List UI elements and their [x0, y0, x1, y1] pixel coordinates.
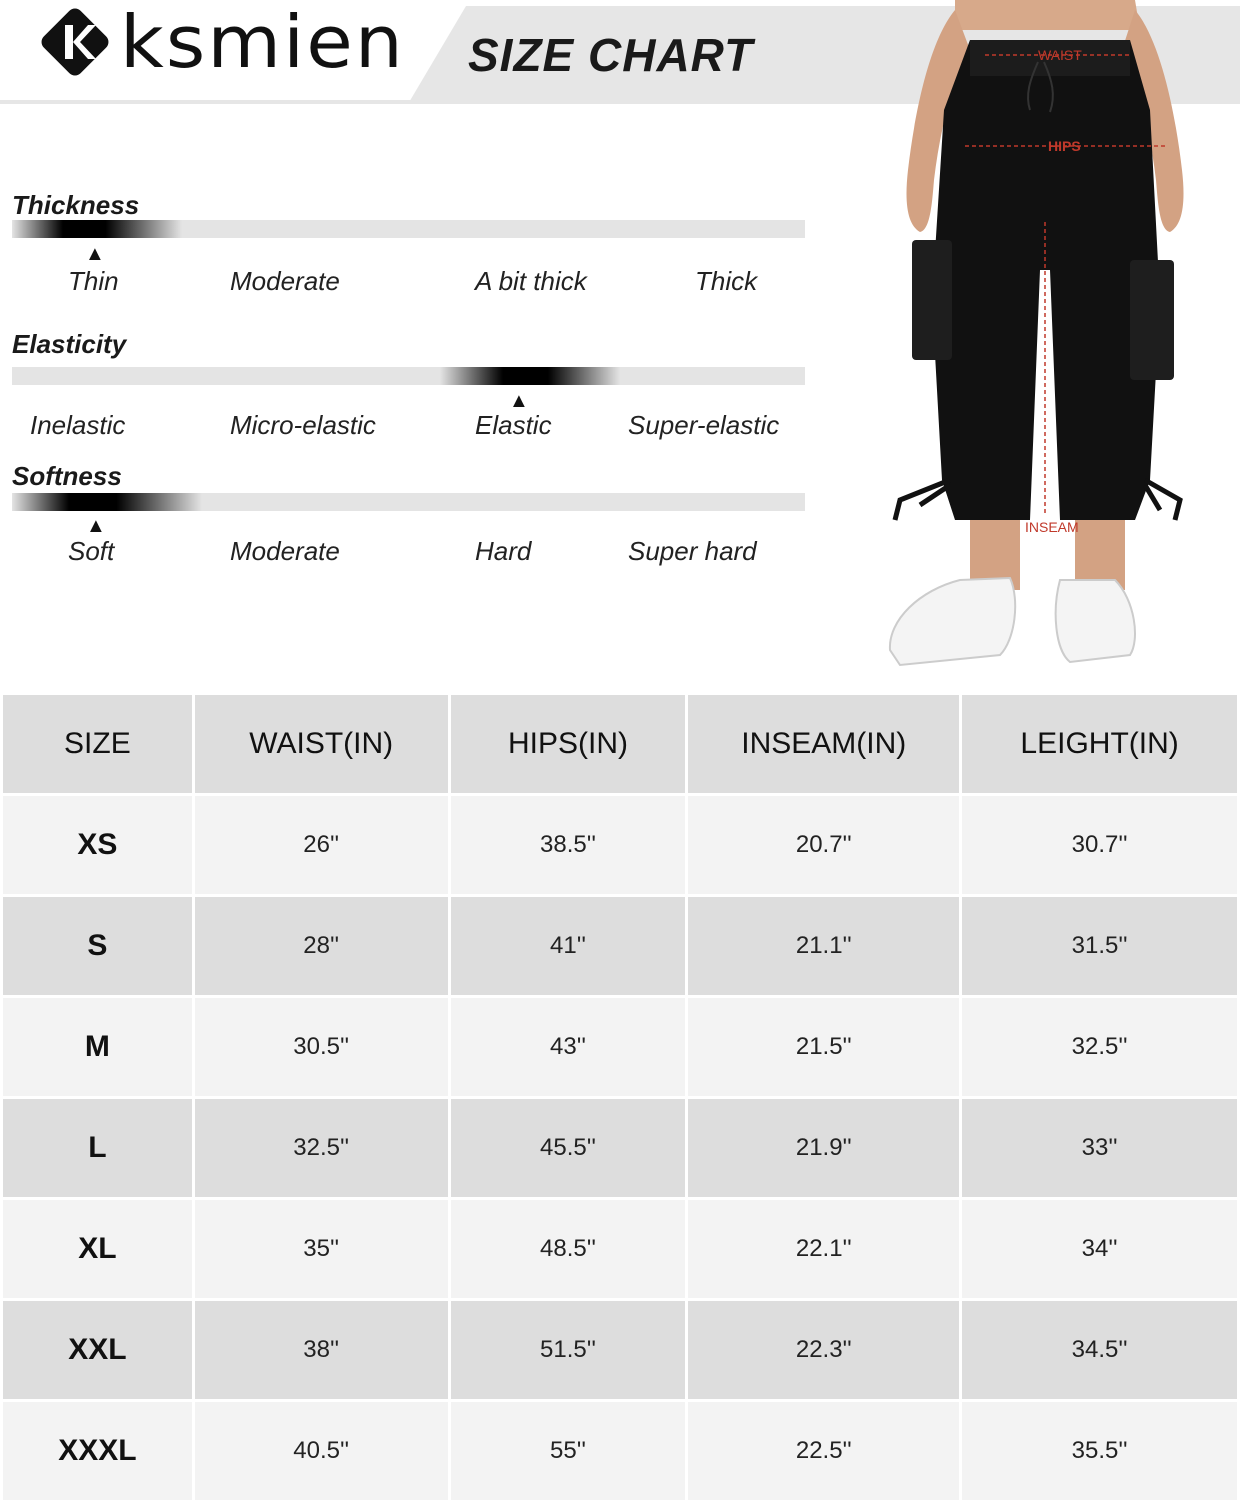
inseam-cell: 22.5'' — [688, 1402, 959, 1500]
logo-mark-icon — [38, 5, 112, 79]
length-cell: 33'' — [962, 1099, 1237, 1197]
waist-cell: 30.5'' — [195, 998, 448, 1096]
thickness-option-thick: Thick — [695, 266, 758, 296]
thickness-option-a-bit-thick: A bit thick — [475, 266, 587, 296]
waist-cell: 26'' — [195, 796, 448, 894]
table-header-row — [3, 695, 1237, 793]
hips-cell: 51.5'' — [451, 1301, 686, 1399]
pants-shape — [932, 40, 1160, 520]
inseam-cell: 21.5'' — [688, 998, 959, 1096]
left-shoe-shape — [890, 578, 1015, 665]
inseam-cell: 21.1'' — [688, 897, 959, 995]
right-cargo-pocket — [1130, 260, 1174, 380]
softness-title: Softness — [12, 461, 122, 491]
brand-name: ksmien — [120, 0, 405, 84]
thickness-track — [12, 220, 805, 238]
elasticity-marker-icon: ▲ — [509, 390, 529, 412]
right-shoe-shape — [1056, 580, 1135, 662]
elasticity-indicator — [440, 367, 620, 385]
table-row — [3, 998, 1237, 1096]
elasticity-option-elastic: Elastic — [475, 410, 552, 440]
left-cargo-pocket — [912, 240, 952, 360]
inseam-cell: 22.3'' — [688, 1301, 959, 1399]
size-cell: XL — [3, 1200, 192, 1298]
column-header-hips: HIPS(IN) — [451, 695, 686, 793]
inseam-label: INSEAM — [1025, 519, 1079, 535]
softness-option-moderate: Moderate — [230, 536, 340, 566]
page-title: SIZE CHART — [468, 29, 754, 81]
softness-option-super-hard: Super hard — [628, 536, 757, 566]
softness-option-hard: Hard — [475, 536, 532, 566]
length-cell: 30.7'' — [962, 796, 1237, 894]
hips-cell: 41'' — [451, 897, 686, 995]
table-row — [3, 897, 1237, 995]
thickness-title: Thickness — [12, 190, 140, 220]
table-row — [3, 1402, 1237, 1500]
length-cell: 35.5'' — [962, 1402, 1237, 1500]
elasticity-option-micro-elastic: Micro-elastic — [230, 410, 376, 440]
hips-cell: 55'' — [451, 1402, 686, 1500]
table-row — [3, 1301, 1237, 1399]
table-row — [3, 1200, 1237, 1298]
size-cell: XS — [3, 796, 192, 894]
header-divider — [0, 100, 430, 104]
column-header-waist: WAIST(IN) — [195, 695, 448, 793]
left-ankle-tie — [895, 480, 950, 520]
waist-cell: 38'' — [195, 1301, 448, 1399]
softness-indicator — [12, 493, 202, 511]
hips-cell: 43'' — [451, 998, 686, 1096]
elasticity-option-super-elastic: Super-elastic — [628, 410, 780, 440]
length-cell: 34.5'' — [962, 1301, 1237, 1399]
elasticity-option-inelastic: Inelastic — [30, 410, 126, 440]
column-header-length: LEIGHT(IN) — [962, 695, 1237, 793]
softness-track — [12, 493, 805, 511]
size-cell: S — [3, 897, 192, 995]
thickness-option-moderate: Moderate — [230, 266, 340, 296]
elasticity-title: Elasticity — [12, 329, 127, 359]
hips-cell: 38.5'' — [451, 796, 686, 894]
inseam-cell: 21.9'' — [688, 1099, 959, 1197]
size-cell: XXXL — [3, 1402, 192, 1500]
table-row — [3, 1099, 1237, 1197]
elasticity-track — [12, 367, 805, 385]
hips-label: HIPS — [1048, 138, 1081, 154]
waist-cell: 40.5'' — [195, 1402, 448, 1500]
table-row — [3, 796, 1237, 894]
waist-cell: 28'' — [195, 897, 448, 995]
column-header-size: SIZE — [3, 695, 192, 793]
column-header-inseam: INSEAM(IN) — [688, 695, 959, 793]
hips-cell: 48.5'' — [451, 1200, 686, 1298]
hips-cell: 45.5'' — [451, 1099, 686, 1197]
thickness-marker-icon: ▲ — [85, 243, 105, 265]
size-table — [0, 692, 1240, 1500]
length-cell: 32.5'' — [962, 998, 1237, 1096]
torso-shape — [955, 0, 1140, 30]
waist-cell: 32.5'' — [195, 1099, 448, 1197]
size-cell: XXL — [3, 1301, 192, 1399]
waist-label: WAIST — [1038, 47, 1082, 63]
size-cell: L — [3, 1099, 192, 1197]
product-figure — [860, 0, 1240, 680]
thickness-indicator — [12, 220, 182, 238]
inseam-cell: 20.7'' — [688, 796, 959, 894]
length-cell: 31.5'' — [962, 897, 1237, 995]
waist-cell: 35'' — [195, 1200, 448, 1298]
right-ankle-tie — [1145, 480, 1180, 520]
softness-marker-icon: ▲ — [86, 515, 106, 537]
inseam-cell: 22.1'' — [688, 1200, 959, 1298]
brand-logo — [38, 0, 405, 84]
size-cell: M — [3, 998, 192, 1096]
thickness-option-thin: Thin — [68, 266, 119, 296]
softness-option-soft: Soft — [68, 536, 115, 566]
length-cell: 34'' — [962, 1200, 1237, 1298]
